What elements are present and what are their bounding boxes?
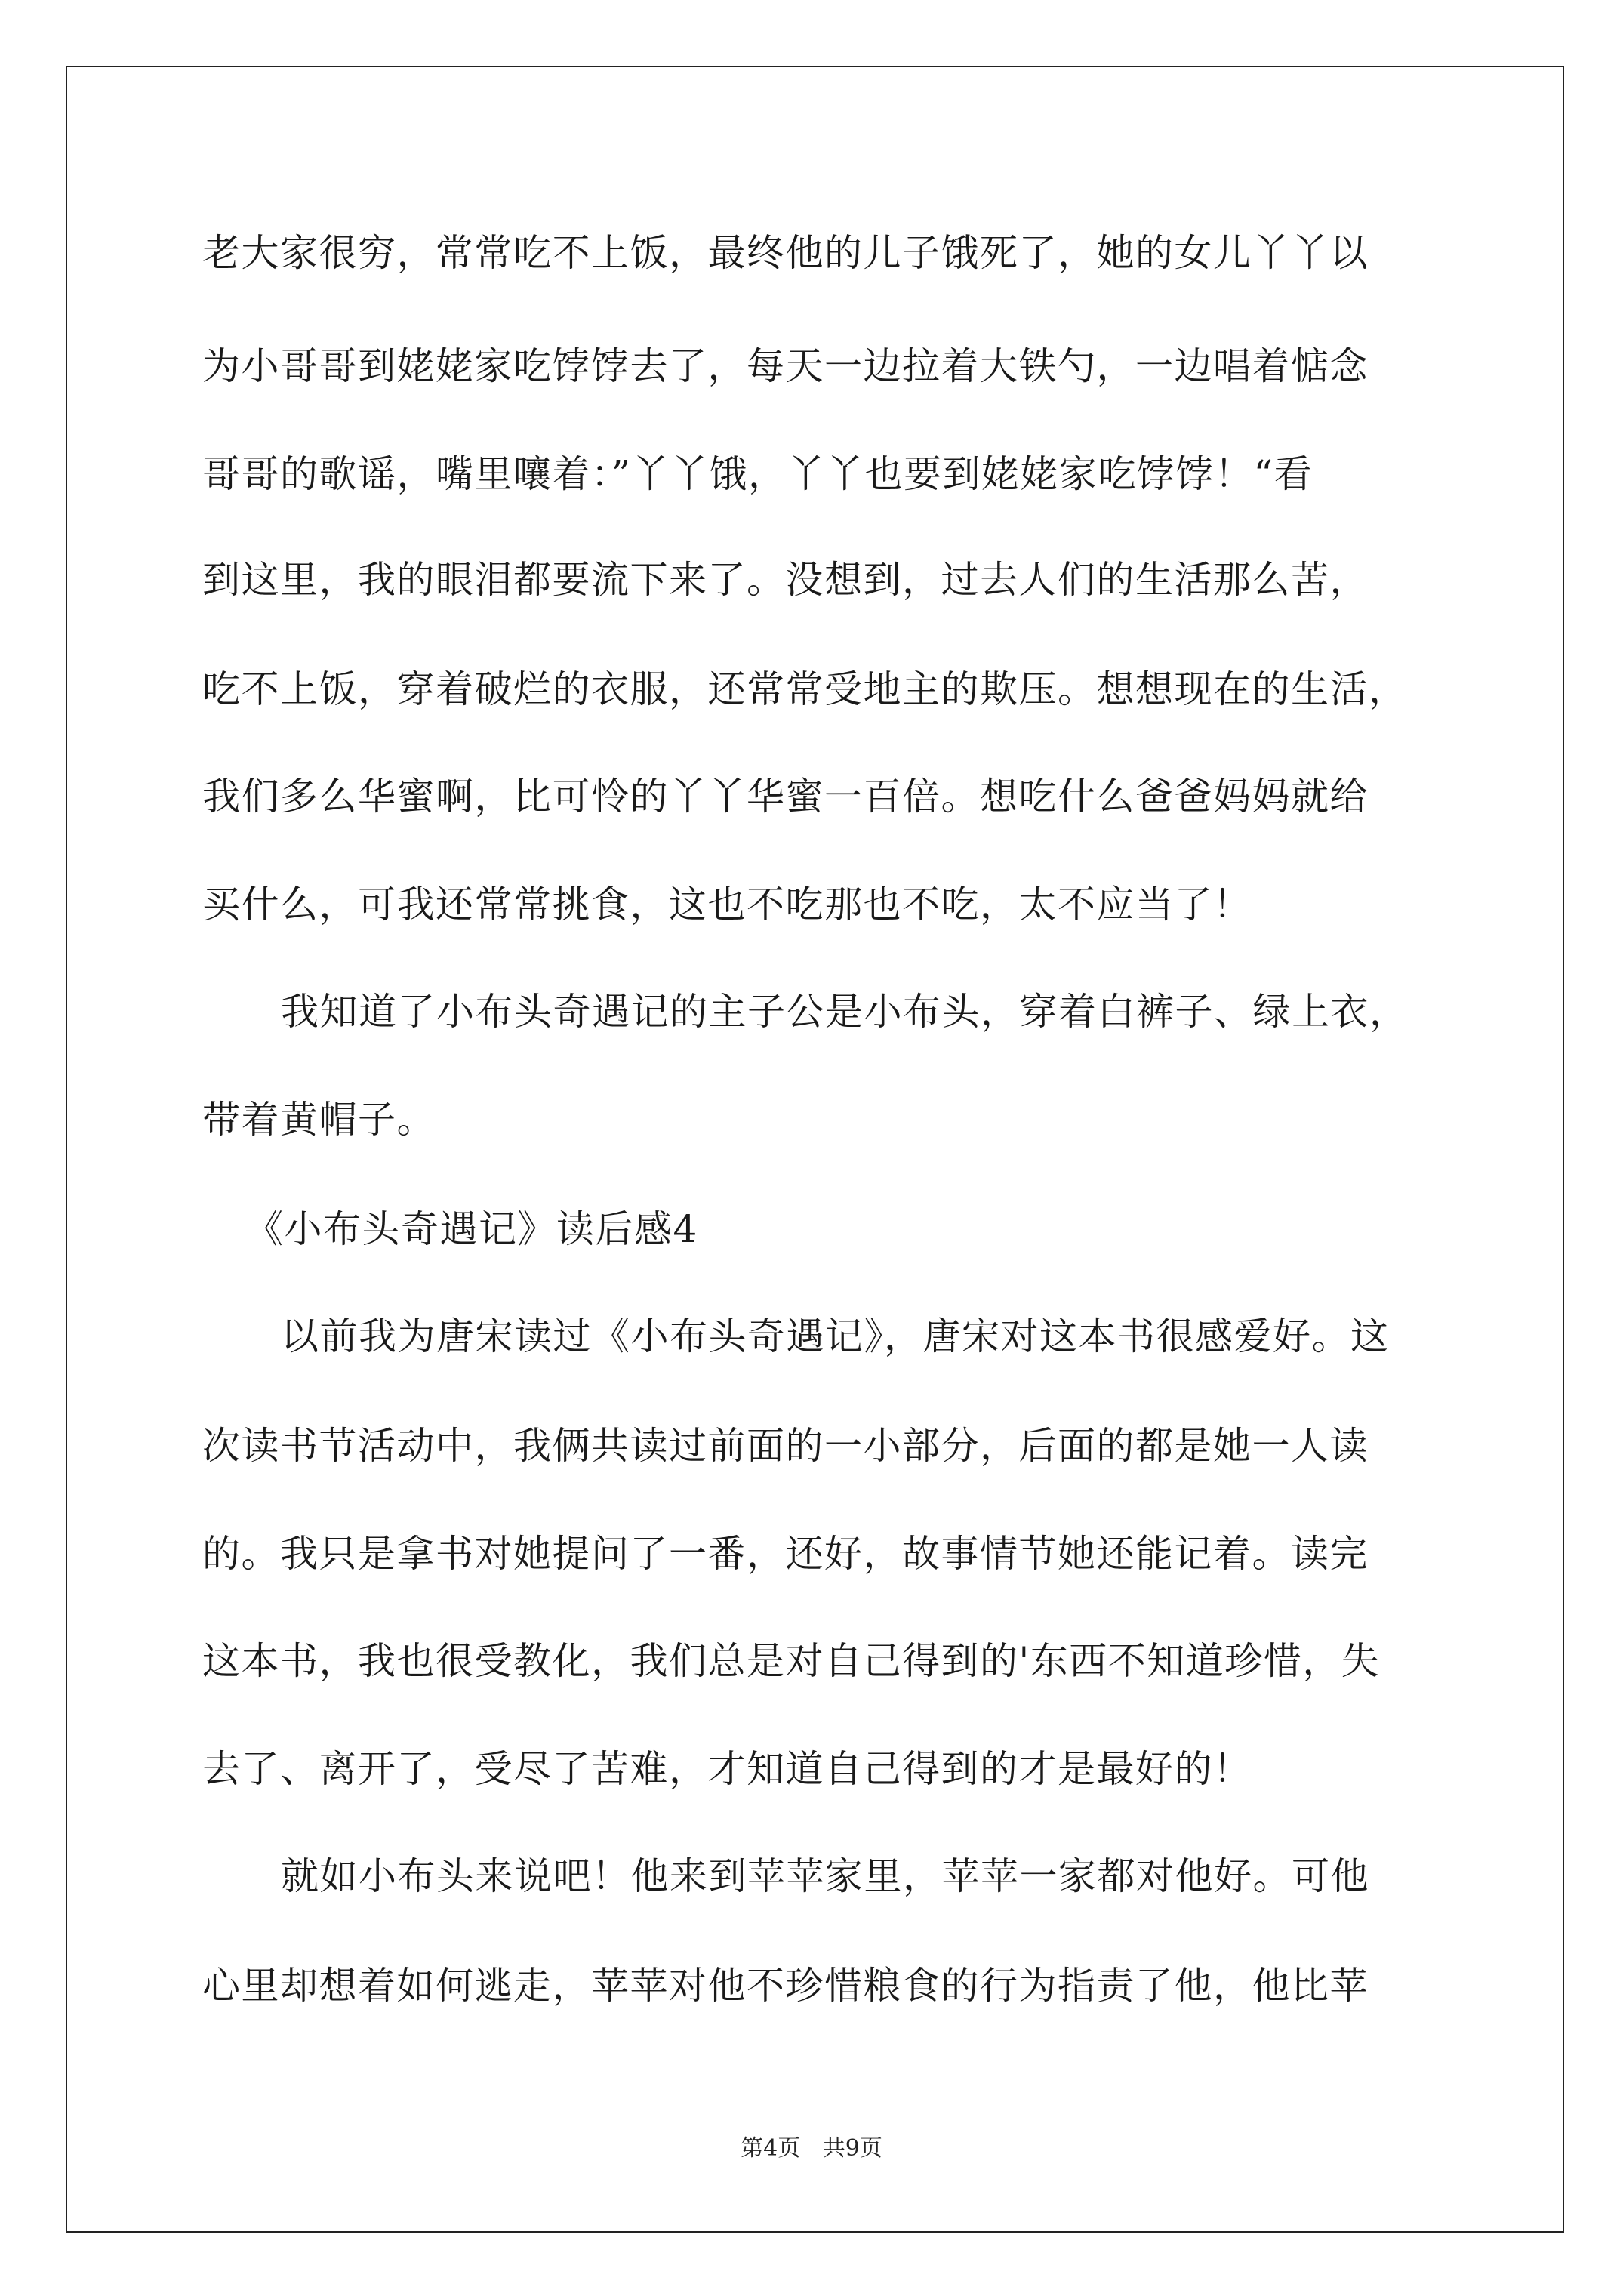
- body-text-line: 哥哥的歌谣，嘴里嚷着：”丫丫饿，丫丫也要到姥姥家吃饽饽！“看: [202, 452, 1313, 496]
- body-text-line: 买什么，可我还常常挑食，这也不吃那也不吃，太不应当了！: [202, 883, 1252, 926]
- body-text-line: 的。我只是拿书对她提问了一番，还好，故事情节她还能记着。读完: [202, 1532, 1369, 1576]
- body-text-line: 到这里，我的眼泪都要流下来了。没想到，过去人们的生活那么苦，: [202, 558, 1369, 602]
- body-text-line: 这本书，我也很受教化，我们总是对自己得到的'东西不知道珍惜，失: [202, 1639, 1381, 1683]
- paragraph-start-line: 以前我为唐宋读过《小布头奇遇记》，唐宋对这本书很感爱好。这: [281, 1314, 1390, 1358]
- page-number: 第4页: [741, 2135, 801, 2162]
- body-text-line: 去了、离开了，受尽了苦难，才知道自己得到的才是最好的！: [202, 1747, 1252, 1791]
- body-text-line: 带着黄帽子。: [202, 1098, 436, 1142]
- page-frame: [66, 66, 1564, 2233]
- paragraph-start-line: 就如小布头来说吧！他来到苹苹家里，苹苹一家都对他好。可他: [281, 1854, 1369, 1898]
- body-text-line: 次读书节活动中，我俩共读过前面的一小部分，后面的都是她一人读: [202, 1424, 1369, 1468]
- body-text-line: 心里却想着如何逃走，苹苹对他不珍惜粮食的行为指责了他，他比苹: [202, 1964, 1369, 2008]
- page-footer: [0, 2129, 1623, 2162]
- page-total: 共9页: [822, 2135, 882, 2162]
- body-text-line: 吃不上饭，穿着破烂的衣服，还常常受地主的欺压。想想现在的生活，: [202, 667, 1408, 711]
- body-text-line: 为小哥哥到姥姥家吃饽饽去了，每天一边拉着大铁勺，一边唱着惦念: [202, 344, 1369, 388]
- section-heading: 《小布头奇遇记》读后感4: [245, 1207, 698, 1251]
- body-text-line: 我们多么华蜜啊，比可怜的丫丫华蜜一百倍。想吃什么爸爸妈妈就给: [202, 775, 1369, 818]
- paragraph-start-line: 我知道了小布头奇遇记的主子公是小布头，穿着白裤子、绿上衣，: [281, 990, 1409, 1034]
- body-text-line: 老大家很穷，常常吃不上饭，最终他的儿子饿死了，她的女儿丫丫以: [202, 231, 1369, 275]
